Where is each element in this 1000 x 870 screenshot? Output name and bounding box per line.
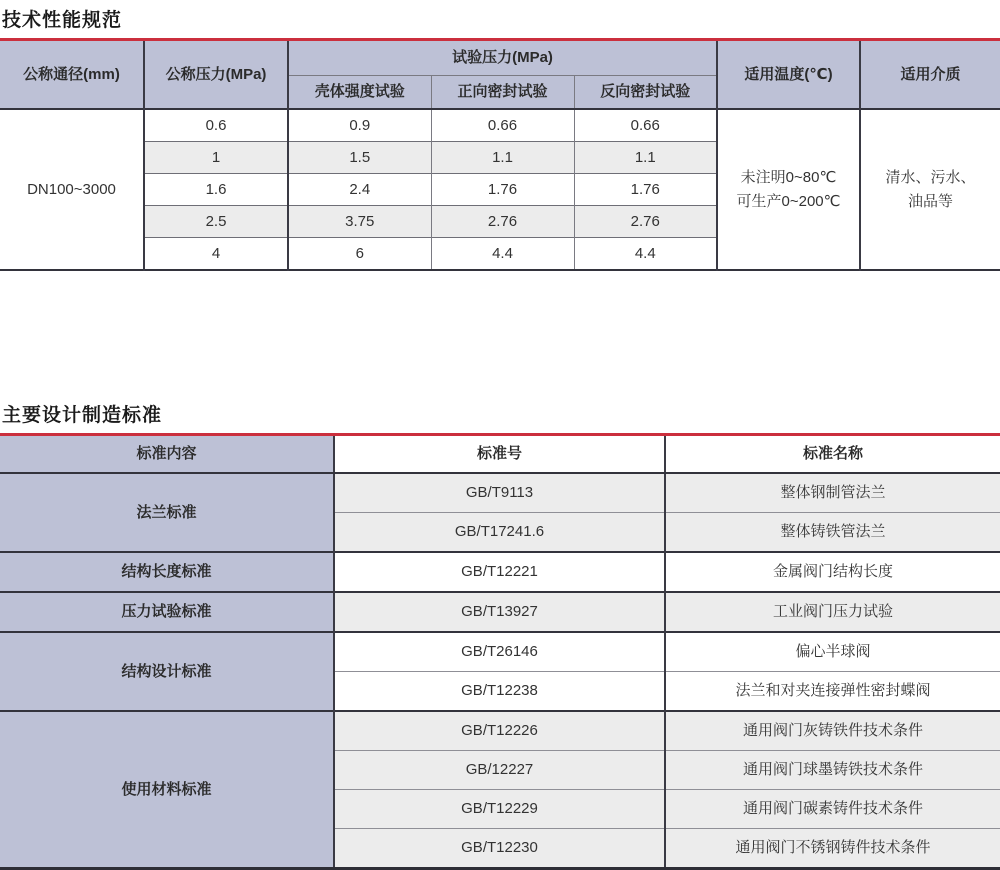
standard-code: GB/T12229	[334, 790, 665, 829]
spec-table-title: 技术性能规范	[2, 10, 123, 31]
standard-row	[0, 592, 1000, 632]
standard-code: GB/T17241.6	[334, 513, 665, 553]
standard-name: 整体钢制管法兰	[665, 473, 1000, 513]
shell-strength-value: 2.4	[288, 174, 431, 206]
standard-name: 工业阀门压力试验	[665, 592, 1000, 632]
reverse-seal-value: 2.76	[574, 206, 717, 238]
header-standard-name: 标准名称	[665, 436, 1000, 473]
nominal-pressure-value: 1.6	[144, 174, 288, 206]
standard-row	[0, 473, 1000, 513]
standard-code: GB/T12221	[334, 552, 665, 592]
reverse-seal-value: 1.1	[574, 142, 717, 174]
standard-code: GB/T9113	[334, 473, 665, 513]
standards-header-row	[0, 436, 1000, 473]
reverse-seal-value: 0.66	[574, 109, 717, 142]
technical-spec-table	[0, 41, 1000, 271]
standard-code: GB/T13927	[334, 592, 665, 632]
nominal-pressure-value: 0.6	[144, 109, 288, 142]
standard-code: GB/12227	[334, 751, 665, 790]
standard-code: GB/T12226	[334, 711, 665, 751]
applicable-media-value: 清水、污水、 油品等	[860, 109, 1000, 270]
nominal-pressure-value: 2.5	[144, 206, 288, 238]
section-spacer	[0, 271, 1000, 395]
standard-name: 通用阀门不锈钢铸件技术条件	[665, 829, 1000, 869]
standard-name: 整体铸铁管法兰	[665, 513, 1000, 553]
standard-category: 结构设计标准	[0, 632, 334, 711]
header-applicable-temperature: 适用温度(℃)	[717, 41, 860, 109]
reverse-seal-value: 4.4	[574, 238, 717, 271]
header-standard-code: 标准号	[334, 436, 665, 473]
nominal-pressure-value: 1	[144, 142, 288, 174]
shell-strength-value: 1.5	[288, 142, 431, 174]
header-reverse-seal-test: 反向密封试验	[574, 76, 717, 110]
forward-seal-value: 1.76	[431, 174, 574, 206]
nominal-pressure-value: 4	[144, 238, 288, 271]
standard-code: GB/T12230	[334, 829, 665, 869]
standards-table-title: 主要设计制造标准	[2, 405, 163, 426]
header-nominal-pressure: 公称压力(MPa)	[144, 41, 288, 109]
forward-seal-value: 2.76	[431, 206, 574, 238]
header-test-pressure-group: 试验压力(MPa)	[288, 41, 717, 76]
standard-row	[0, 711, 1000, 751]
spec-data-row	[0, 109, 1000, 142]
standard-category: 使用材料标准	[0, 711, 334, 869]
design-standards-table	[0, 436, 1000, 870]
standard-category: 法兰标准	[0, 473, 334, 552]
standard-row	[0, 632, 1000, 672]
standard-name: 通用阀门球墨铸铁技术条件	[665, 751, 1000, 790]
nominal-diameter-value: DN100~3000	[0, 109, 144, 270]
header-forward-seal-test: 正向密封试验	[431, 76, 574, 110]
catalog-page	[0, 5, 1000, 870]
reverse-seal-value: 1.76	[574, 174, 717, 206]
shell-strength-value: 6	[288, 238, 431, 271]
standard-code: GB/T12238	[334, 672, 665, 712]
header-applicable-media: 适用介质	[860, 41, 1000, 109]
standard-name: 通用阀门碳素铸件技术条件	[665, 790, 1000, 829]
forward-seal-value: 1.1	[431, 142, 574, 174]
header-shell-strength-test: 壳体强度试验	[288, 76, 431, 110]
forward-seal-value: 4.4	[431, 238, 574, 271]
applicable-temperature-value: 未注明0~80℃ 可生产0~200℃	[717, 109, 860, 270]
standard-row	[0, 552, 1000, 592]
shell-strength-value: 0.9	[288, 109, 431, 142]
header-standard-content: 标准内容	[0, 436, 334, 473]
standard-name: 金属阀门结构长度	[665, 552, 1000, 592]
standard-name: 法兰和对夹连接弹性密封蝶阀	[665, 672, 1000, 712]
spec-header-row-1	[0, 41, 1000, 76]
standard-name: 偏心半球阀	[665, 632, 1000, 672]
header-nominal-diameter: 公称通径(mm)	[0, 41, 144, 109]
standard-category: 结构长度标准	[0, 552, 334, 592]
shell-strength-value: 3.75	[288, 206, 431, 238]
forward-seal-value: 0.66	[431, 109, 574, 142]
standard-category: 压力试验标准	[0, 592, 334, 632]
standard-name: 通用阀门灰铸铁件技术条件	[665, 711, 1000, 751]
standard-code: GB/T26146	[334, 632, 665, 672]
